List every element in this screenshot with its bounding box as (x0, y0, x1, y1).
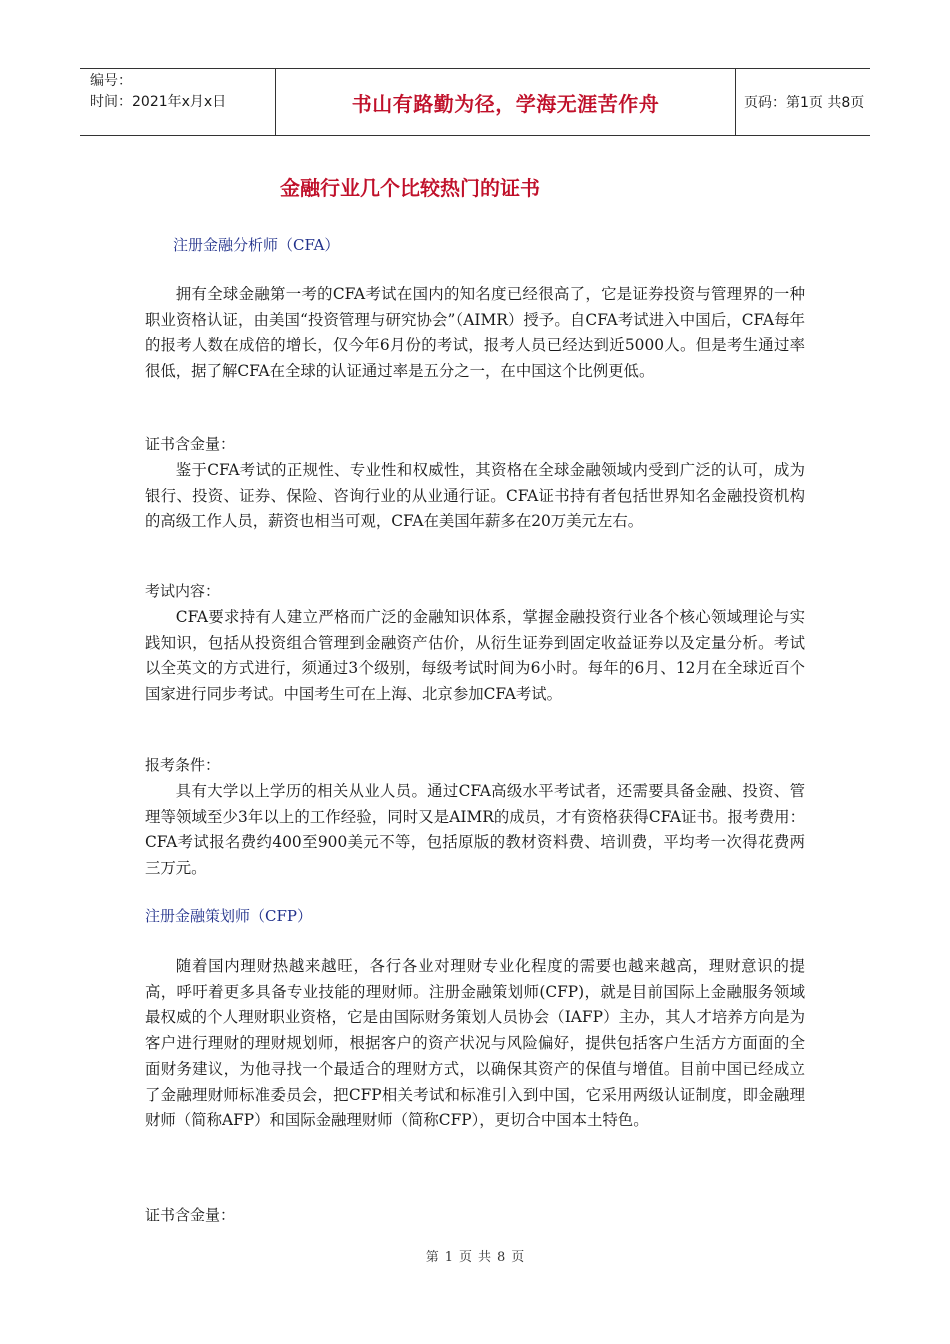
cfa-content-label: 考试内容： (145, 582, 221, 600)
cfp-value-label: 证书含金量： (145, 1206, 236, 1224)
doc-number-label: 编号： (90, 73, 132, 89)
page-footer (0, 1246, 950, 1265)
footer-text: 第 (425, 1250, 439, 1265)
footer-text: 共 (478, 1250, 492, 1265)
header-motto: 书山有路勤为径，学海无涯苦作舟 (276, 69, 736, 135)
footer-total-pages: 8 (497, 1250, 506, 1265)
date-line: 时间：2021年x月x日 (90, 94, 227, 110)
page-header (80, 68, 870, 136)
cfa-content-paragraph: CFA要求持有人建立严格而广泛的金融知识体系，掌握金融投资行业各个核心领域理论与实践知识，包括从投资组合管理到金融资产估价，从衍生证券到固定收益证券以及定量分析。考试以全英文的方式进行，须通过3个级别，每级考试时间为6小时。每年的6月、12月在全球近百个国家进行同步考试。中国考生可在上海、北京参加CFA考试。 (145, 608, 805, 704)
header-page-info: 页码：第1页 共8页 (744, 95, 865, 111)
cfa-intro-paragraph: 拥有全球金融第一考的CFA考试在国内的知名度已经很高了，它是证券投资与管理界的一种职业资格认证，由美国“投资管理与研究协会”（AIMR）授予。自CFA考试进入中国后，CFA每年的报考人数在成倍的增长，仅今年6月份的考试，报考人员已经达到近5000人。但是考生通过率很低，据了解CFA在全球的认证通过率是五分之一，在中国这个比例更低。 (145, 285, 805, 381)
cfa-value-paragraph: 鉴于CFA考试的正规性、专业性和权威性，其资格在全球金融领域内受到广泛的认可，成为银行、投资、证券、保险、咨询行业的从业通行证。CFA证书持有者包括世界知名金融投资机构的高级工作人员，薪资也相当可观，CFA在美国年薪多在20万美元左右。 (145, 461, 805, 531)
footer-text: 页 (458, 1250, 472, 1265)
footer-text: 页 (511, 1250, 525, 1265)
section-heading-cfa: 注册金融分析师（CFA） (173, 236, 340, 254)
document-title: 金融行业几个比较热门的证书 (280, 176, 540, 200)
cfp-intro-paragraph: 随着国内理财热越来越旺，各行各业对理财专业化程度的需要也越来越高，理财意识的提高，呼吁着更多具备专业技能的理财师。注册金融策划师(CFP)，就是目前国际上金融服务领域最权威的个人理财职业资格，它是由国际财务策划人员协会（IAFP）主办，其人才培养方向是为客户进行理财的理财规划师，根据客户的资产状况与风险偏好，提供包括客户生活方方面面的全面财务建议，为他寻找一个最适合的理财方式，以确保其资产的保值与增值。目前中国已经成立了金融理财师标准委员会，把CFP相关考试和标准引入到中国，它采用两级认证制度，即金融理财师（简称AFP）和国际金融理财师（简称CFP），更切合中国本土特色。 (145, 957, 805, 1130)
cfa-value-label: 证书含金量： (145, 435, 236, 453)
cfa-requirement-paragraph: 具有大学以上学历的相关从业人员。通过CFA高级水平考试者，还需要具备金融、投资、管理等领域至少3年以上的工作经验，同时又是AIMR的成员，才有资格获得CFA证书。报考费用：CFA考试报名费约400至900美元不等，包括原版的教材资料费、培训费，平均考一次得花费两三万元。 (145, 782, 805, 878)
footer-current-page: 1 (444, 1250, 453, 1265)
header-meta (80, 69, 276, 135)
cfa-requirement-label: 报考条件： (145, 756, 221, 774)
section-heading-cfp: 注册金融策划师（CFP） (145, 907, 312, 925)
